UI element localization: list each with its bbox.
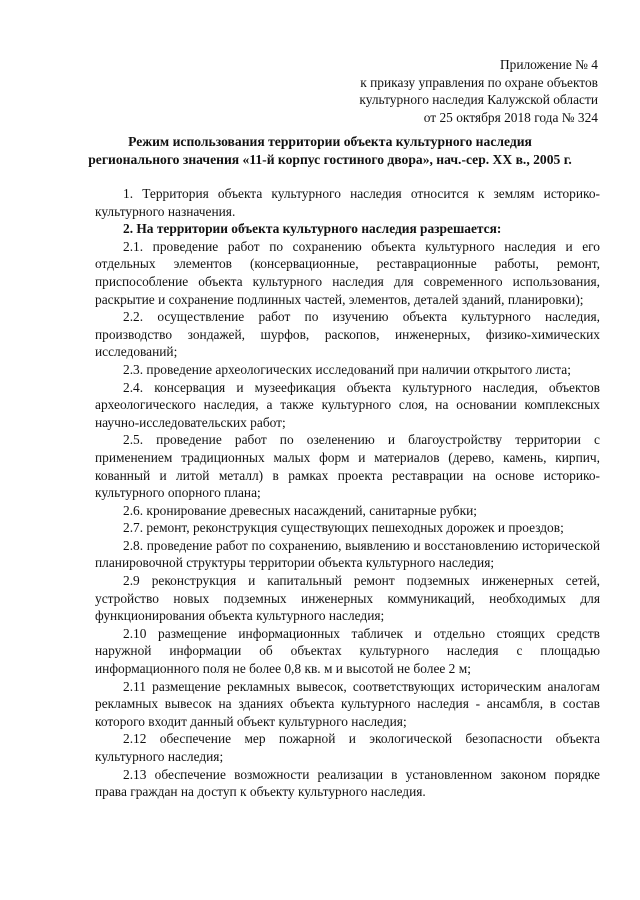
- paragraph-2-10: 2.10 размещение информационных табличек и отдельно стоящих средств наружной информации об объектах культурного наследия с площадью информационного поля не более 0,8 кв. м и высотой не более 2 м;: [95, 625, 600, 677]
- paragraph-2-5: 2.5. проведение работ по озеленению и благоустройству территории с применением традиционных малых форм и материалов (дерево, камень, кирпич, кованный и литой металл) в рамках проекта реставрации на основе историко-культурного опорного плана;: [95, 432, 600, 501]
- paragraph-2-4: 2.4. консервация и музеефикация объекта культурного наследия, объектов археологического наследия, а также культурного слоя, на основании комплексных научно-исследовательских работ;: [95, 379, 600, 430]
- paragraph-2-heading: 2. На территории объекта культурного наследия разрешается:: [123, 221, 502, 237]
- paragraph-2-6: 2.6. кронирование древесных насаждений, санитарные рубки;: [123, 502, 477, 518]
- annex-order-ref: к приказу управления по охране объектов: [360, 74, 598, 90]
- document-body: [95, 185, 600, 801]
- paragraph-2-9: 2.9 реконструкция и капитальный ремонт подземных инженерных сетей, устройство новых подземных инженерных коммуникаций, необходимых для функционирования объекта культурного наследия;: [95, 573, 600, 624]
- paragraph-2-2: 2.2. осуществление работ по изучению объекта культурного наследия, производство зондажей, шурфов, раскопов, инженерных, физико-химических исследований;: [95, 309, 600, 360]
- annex-header: [359, 56, 598, 126]
- annex-date: от 25 октября 2018 года № 324: [423, 109, 598, 125]
- title-line-1: Режим использования территории объекта культурного наследия: [128, 134, 532, 149]
- paragraph-2-8: 2.8. проведение работ по сохранению, выявлению и восстановлению исторической планировочной структуры территории объекта культурного наследия;: [95, 537, 600, 571]
- paragraph-2-3: 2.3. проведение археологических исследований при наличии открытого листа;: [123, 361, 571, 377]
- paragraph-2-12: 2.12 обеспечение мер пожарной и экологической безопасности объекта культурного наследия;: [95, 731, 600, 764]
- paragraph-2-7: 2.7. ремонт, реконструкция существующих пешеходных дорожек и проездов;: [123, 520, 564, 536]
- paragraph-2-11: 2.11 размещение рекламных вывесок, соответствующих историческим аналогам рекламных вывесок на зданиях объекта культурного наследия - ансамбля, в состав которого входит данный объект культурного наследия;: [95, 678, 600, 729]
- annex-authority: культурного наследия Калужской области: [359, 92, 598, 108]
- document-title: [60, 133, 600, 168]
- annex-number: Приложение № 4: [499, 57, 598, 72]
- title-line-2: регионального значения «11-й корпус гостиного двора», нач.-сер. XX в., 2005 г.: [88, 151, 572, 167]
- paragraph-2-1: 2.1. проведение работ по сохранению объекта культурного наследия и его отдельных элементов (консервационные, реставрационные работы, ремонт, приспособление объекта культурного наследия для современного использования, раскрытие и сохранение подлинных частей, элементов, деталей зданий, планировки);: [95, 238, 600, 307]
- paragraph-2-13: 2.13 обеспечение возможности реализации в установленном законом порядке права граждан на доступ к объекту культурного наследия.: [95, 766, 600, 800]
- paragraph-1: 1. Территория объекта культурного наследия относится к землям историко-культурного назначения.: [95, 186, 600, 219]
